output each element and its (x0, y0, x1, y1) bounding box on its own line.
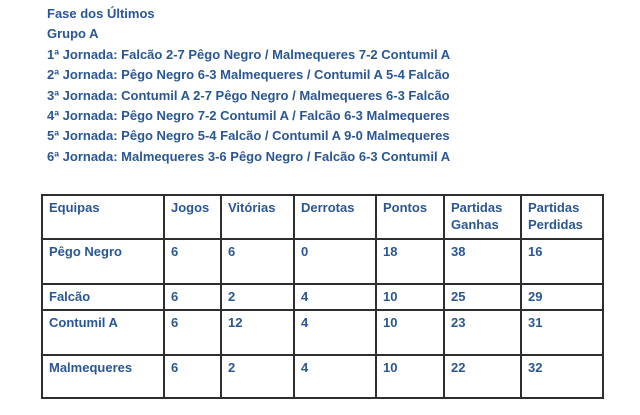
table-cell: 10 (376, 355, 444, 398)
table-row-malmequeres (42, 355, 603, 398)
column-header-jogos: Jogos (164, 195, 221, 239)
table-cell: 12 (221, 310, 294, 355)
table-row-falcao (42, 284, 603, 310)
column-header-pontos: Pontos (376, 195, 444, 239)
table-cell: 38 (444, 239, 521, 284)
table-row-contumil-a (42, 310, 603, 355)
table-cell: 4 (294, 355, 376, 398)
table-cell: 10 (376, 284, 444, 310)
table-cell: 25 (444, 284, 521, 310)
table-cell: 16 (521, 239, 603, 284)
table-cell: 32 (521, 355, 603, 398)
table-cell: 22 (444, 355, 521, 398)
table-cell: 6 (221, 239, 294, 284)
round-result-1: 1ª Jornada: Falcão 2-7 Pêgo Negro / Malmequeres 7-2 Contumil A (47, 46, 451, 62)
column-header-derrotas: Derrotas (294, 195, 376, 239)
table-cell: 31 (521, 310, 603, 355)
column-header-equipas: Equipas (42, 195, 164, 239)
table-cell: 4 (294, 310, 376, 355)
table-cell: 23 (444, 310, 521, 355)
column-header-partidas-ganhas: Partidas Ganhas (444, 195, 521, 239)
table-cell: 6 (164, 310, 221, 355)
table-cell: 10 (376, 310, 444, 355)
table-row-pego-negro (42, 239, 603, 284)
round-result-2: 2ª Jornada: Pêgo Negro 6-3 Malmequeres / Contumil A 5-4 Falcão (47, 67, 450, 83)
page-title: Fase dos Últimos (47, 6, 155, 21)
team-name-cell: Contumil A (42, 310, 164, 355)
column-header-partidas-perdidas: Partidas Perdidas (521, 195, 603, 239)
table-cell: 2 (221, 355, 294, 398)
table-cell: 18 (376, 239, 444, 284)
table-cell: 6 (164, 284, 221, 310)
table-cell: 6 (164, 239, 221, 284)
team-name-cell: Pêgo Negro (42, 239, 164, 284)
table-cell: 4 (294, 284, 376, 310)
group-label: Grupo A (47, 26, 99, 42)
table-cell: 29 (521, 284, 603, 310)
table-cell: 6 (164, 355, 221, 398)
table-cell: 0 (294, 239, 376, 284)
round-result-4: 4ª Jornada: Pêgo Negro 7-2 Contumil A / Falcão 6-3 Malmequeres (47, 108, 450, 124)
team-name-cell: Malmequeres (42, 355, 164, 398)
round-result-5: 5ª Jornada: Pêgo Negro 5-4 Falcão / Contumil A 9-0 Malmequeres (47, 128, 450, 144)
team-name-cell: Falcão (42, 284, 164, 310)
round-result-3: 3ª Jornada: Contumil A 2-7 Pêgo Negro / Malmequeres 6-3 Falcão (47, 87, 450, 103)
round-result-6: 6ª Jornada: Malmequeres 3-6 Pêgo Negro / Falcão 6-3 Contumil A (47, 148, 451, 164)
heading-block (47, 4, 450, 167)
standings-table (41, 194, 604, 399)
table-cell: 2 (221, 284, 294, 310)
table-header-row (42, 195, 603, 239)
column-header-vitorias: Vitórias (221, 195, 294, 239)
